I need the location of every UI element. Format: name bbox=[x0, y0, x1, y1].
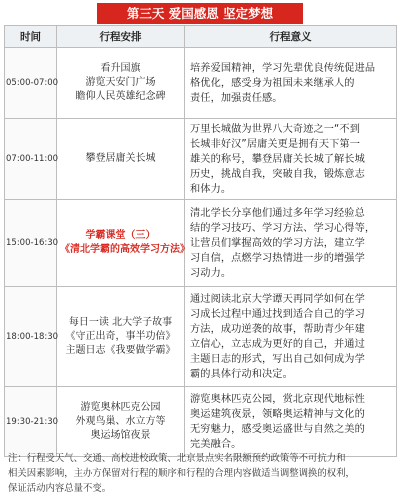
footnote: 注：行程受天气、交通、高校进校政策、北京景点实名限额预约政策等不可抗力和 相关因素影响，主办方保留对行程的顺序和行程的合理内容做适当调整调换的权利， 保证活动内容总量不变。 bbox=[8, 453, 355, 494]
row-activity: 学霸课堂（三） 《清北学霸的高效学习方法》 bbox=[57, 200, 185, 287]
schedule-table bbox=[4, 25, 397, 457]
row-meaning: 培养爱国精神，学习先辈优良传统促进品 格优化，感受身为祖国未来继承人的 责任，加强责任感。 bbox=[185, 48, 397, 119]
table-row bbox=[5, 48, 397, 119]
table-row bbox=[5, 287, 397, 387]
row-activity: 游览奥林匹克公园 外观鸟巢、水立方等 奥运场馆夜景 bbox=[57, 387, 185, 457]
row-meaning: 万里长城做为世界八大奇迹之一“不到 长城非好汉”居庸关更是拥有天下第一 雄关的称号，攀登居庸关长城了解长城 历史，挑战自我，突破自我，锻炼意志 和体力。 bbox=[185, 119, 397, 200]
table-header-row bbox=[5, 26, 397, 48]
row-time: 18:00-18:30 bbox=[5, 287, 57, 387]
row-activity: 攀登居庸关长城 bbox=[57, 119, 185, 200]
table-row bbox=[5, 200, 397, 287]
table-row bbox=[5, 119, 397, 200]
table-row bbox=[5, 387, 397, 457]
row-time: 05:00-07:00 bbox=[5, 48, 57, 119]
header-time: 时间 bbox=[5, 26, 57, 48]
row-activity: 每日一读 北大学子故事 《守正出奇，事半功倍》 主题日志《我要做学霸》 bbox=[57, 287, 185, 387]
row-time: 15:00-16:30 bbox=[5, 200, 57, 287]
row-meaning: 通过阅读北京大学谭天再同学如何在学 习成长过程中通过找到适合自己的学习 方法，成功逆袭的故事，帮助青少年建 立信心，立志成为更好的自己，并通过 主题日志的形式，写出自己如何成为学 霸的具体行动和决定。 bbox=[185, 287, 397, 387]
row-time: 07:00-11:00 bbox=[5, 119, 57, 200]
header-meaning: 行程意义 bbox=[185, 26, 397, 48]
day-banner: 第三天 爱国感恩 坚定梦想 bbox=[97, 3, 303, 24]
row-meaning: 游览奥林匹克公园，赏北京现代地标性 奥运建筑夜景，领略奥运精神与文化的 无穷魅力，感受奥运盛世与自然之美的 完美融合。 bbox=[185, 387, 397, 457]
header-activity: 行程安排 bbox=[57, 26, 185, 48]
row-time: 19:30-21:30 bbox=[5, 387, 57, 457]
row-meaning: 清北学长分享他们通过多年学习经验总 结的学习技巧、学习方法、学习心得等， 让营员们掌握高效的学习方法，建立学 习自信，点燃学习热情进一步的增强学 习动力。 bbox=[185, 200, 397, 287]
row-activity: 看升国旗 游览天安门广场 瞻仰人民英雄纪念碑 bbox=[57, 48, 185, 119]
